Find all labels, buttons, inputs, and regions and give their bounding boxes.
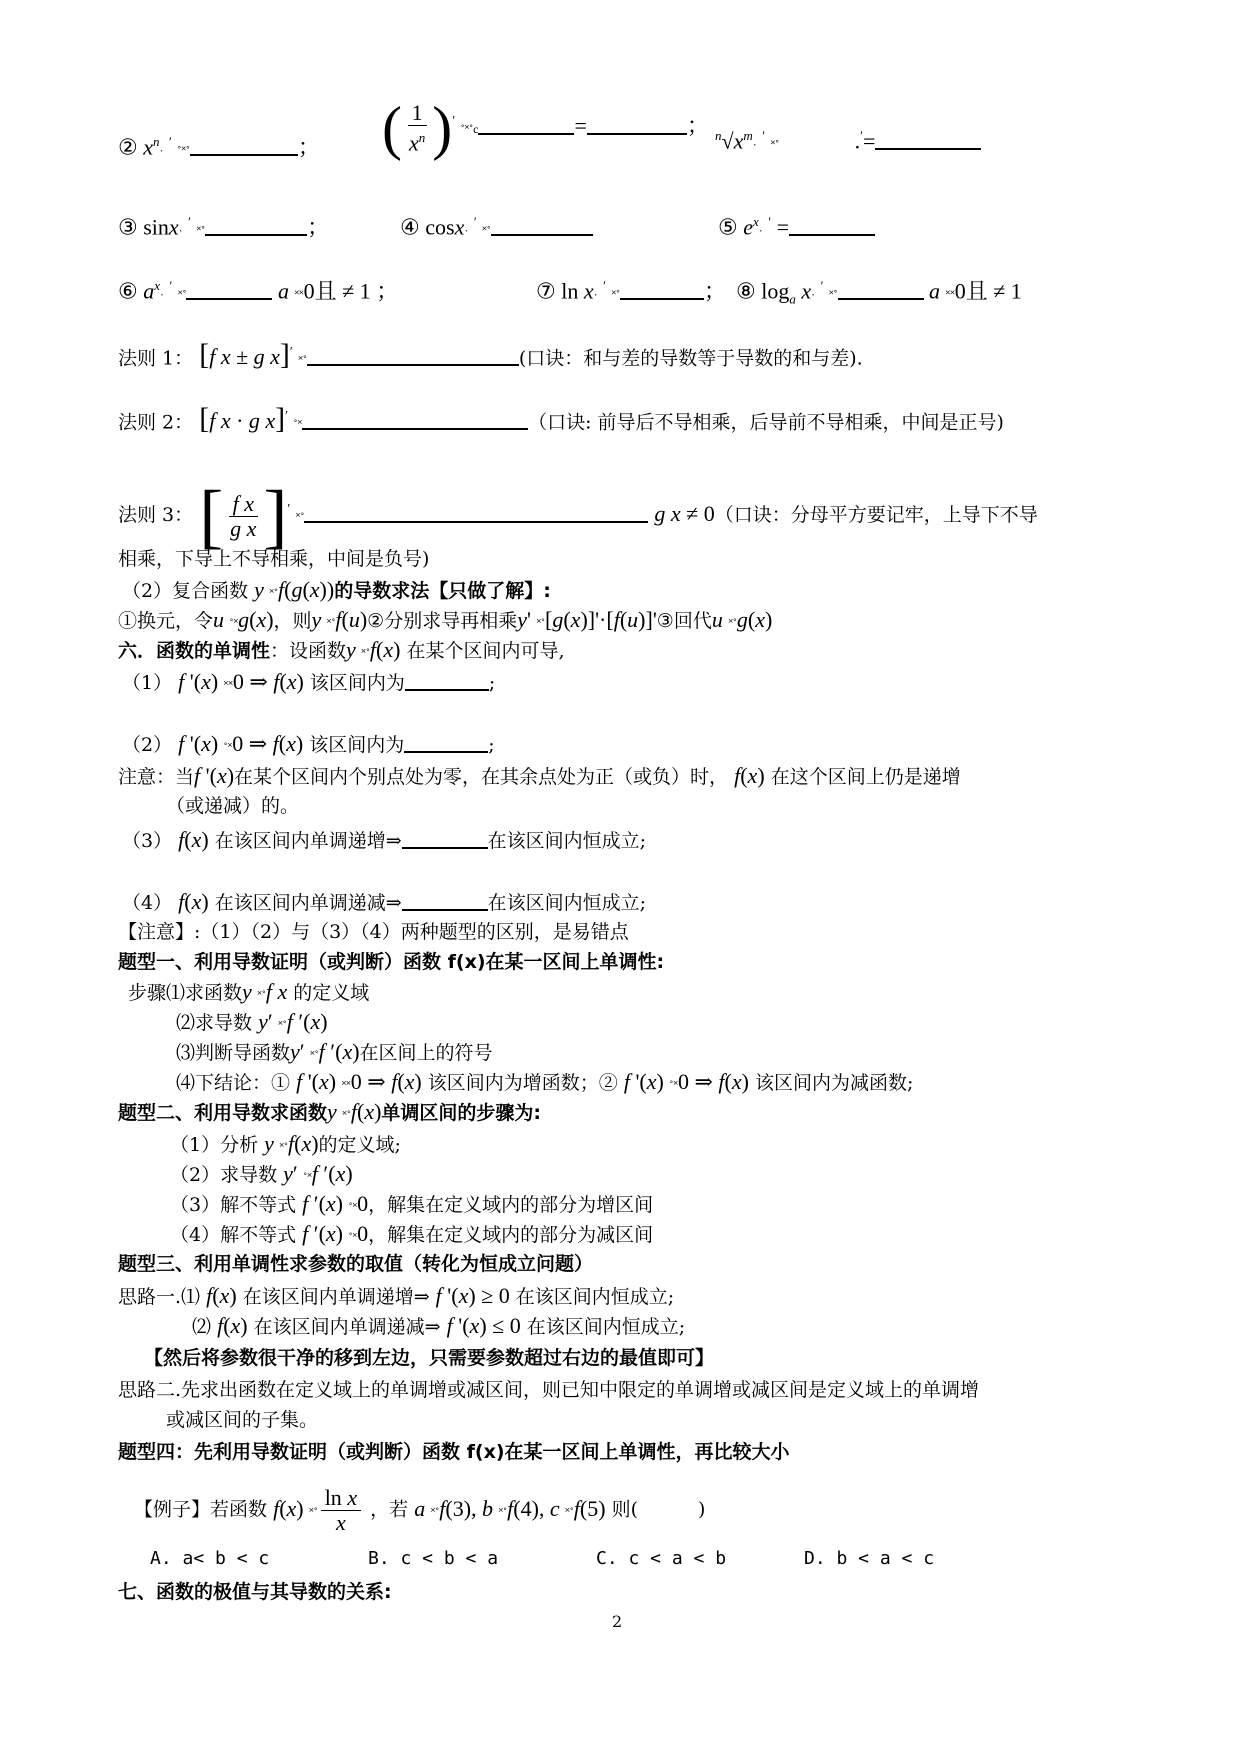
deriv-frac-xn: ( $\frac{1}{x^n}$ )′ ˚˟˚c = ； (382, 95, 709, 161)
type1-step3: ⑶判断导函数y′ ˟˚f ′(x)在区间上的符号 (176, 1039, 493, 1064)
option-d: D. b < a < c (804, 1548, 935, 1569)
type3-idea1b: ⑵ f(x) 在该区间内单调递减⇒ f '(x) ≤ 0 在该区间内恒成立; (192, 1313, 686, 1338)
type3-idea2-cont: 或减区间的子集。 (166, 1409, 319, 1431)
option-c: C. c < a < b (596, 1548, 727, 1569)
type3-heading: 题型三、利用单调性求参数的取值（转化为恒成立问题） (118, 1253, 594, 1275)
section-7-heading: 七、函数的极值与其导数的关系: (118, 1581, 392, 1603)
mono-3: （3） f(x) 在该区间内单调递增⇒ 在该区间内恒成立; (122, 827, 647, 852)
type3-tip: 【然后将参数很干净的移到左边，只需要参数超过右边的最值即可】 (144, 1347, 715, 1369)
type2-step2: （2）求导数 y′ ˚˟f ′(x) (170, 1161, 353, 1186)
type4-heading: 题型四：先利用导数证明（或判断）函数 f(x)在某一区间上单调性，再比较大小 (118, 1441, 790, 1463)
item-label: ② (118, 134, 138, 160)
mono-1: （1） f '(x) ˟˟0 ⇒ f(x) 该区间内为 ; (122, 669, 496, 694)
section-6-heading: 六．函数的单调性：设函数y ˟˚f(x) 在某个区间内可导, (118, 637, 565, 662)
deriv-row-7: ⑦ ln x· ′ ˟˚ ； (536, 278, 727, 304)
page-number: 2 (612, 1612, 623, 1631)
composite-title: （2）复合函数 y ˟˚f(g(x))的导数求法【只做了解】: (122, 577, 551, 602)
deriv-row-4: ④ cosx· ′ ˟˚ (400, 208, 593, 244)
composite-steps: ①换元，令u ˚˟g(x)，则y ˟˚f(u)②分别求导再相乘y' ˟˚[g(x)]'·[f(u)]'③回代u ˟˚g(x) (118, 607, 773, 632)
type2-step3: （3）解不等式 f ′(x) ˚˟0，解集在定义域内的部分为增区间 (170, 1191, 654, 1216)
mono-4: （4） f(x) 在该区间内单调递减⇒ 在该区间内恒成立; (122, 889, 647, 914)
rule-3: 法则 3： [ $\frac{\text{f x}}{\text{g x}}$ ]′ ˟˚ g x ≠ 0（口诀：分母平方要记牢，上导下不导 (118, 476, 1038, 556)
type3-idea1: 思路一.⑴ f(x) 在该区间内单调递增⇒ f '(x) ≥ 0 在该区间内恒成立; (118, 1283, 675, 1308)
deriv-row-8: ⑧ $\log_a x\cdot '$ ˟˚ a ˟˟0且 ≠ 1 (736, 278, 1022, 307)
mono-note-cont: （或递减）的。 (166, 795, 300, 817)
type2-step1: （1）分析 y ˟˚f(x)的定义域; (170, 1131, 401, 1156)
type1-step1: 步骤⑴求函数y ˟˚f x 的定义域 (128, 979, 370, 1004)
deriv-root: $^n√x^m\cdot '$ ˟˚ .′= (715, 122, 981, 158)
option-a: A. a< b < c (150, 1548, 270, 1569)
type1-step4: ⑷下结论：① f '(x) ˟˟0 ⇒ f(x) 该区间内为增函数；② f '(x) ˚˟0 ⇒ f(x) 该区间内为减函数; (176, 1069, 914, 1094)
type1-heading: 题型一、利用导数证明（或判断）函数 f(x)在某一区间上单调性: (118, 951, 665, 973)
option-b: B. c < b < a (368, 1548, 499, 1569)
type1-step2: ⑵求导数 y′ ˟˚f ′(x) (176, 1009, 328, 1034)
mono-note: 注意：当f '(x)在某个区间内个别点处为零，在其余点处为正（或负）时， f(x) 在这个区间上仍是递增 (118, 763, 961, 788)
rule-2: 法则 2： [f x · g x]′ ˚˟ （口诀: 前导后不导相乘，后导前不导相乘，中间是正号) (118, 402, 1004, 436)
rule-1: 法则 1： [f x ± g x]′ ˟˚ (口诀：和与差的导数等于导数的和与差). (118, 338, 863, 372)
type2-step4: （4）解不等式 f ′(x) ˚˟0，解集在定义域内的部分为减区间 (170, 1221, 654, 1246)
mono-2: （2） f '(x) ˚˟0 ⇒ f(x) 该区间内为 ; (122, 731, 495, 756)
type4-example: 【例子】若函数 f(x) ˟˚ $\frac{\text{ln x}}{x}$ ，若 a ˟˚f(3), b ˟˚f(4), c ˟˚f(5) 则( ) (134, 1485, 706, 1535)
deriv-row-3: ③ sinx· ′ ˟˚ ； (118, 214, 330, 240)
deriv-row-2: ② $x^n\cdot '$ ˚˟˚ ； (118, 134, 320, 160)
mono-attention: 【注意】:（1）（2）与（3）（4）两种题型的区别，是易错点 (118, 921, 629, 943)
rule-3-cont: 相乘，下导上不导相乘，中间是负号) (118, 548, 430, 570)
deriv-row-5: ⑤ $e^x\cdot '$ = (718, 208, 875, 244)
deriv-row-6: ⑥ $a^x\cdot '$ ˟˚ a ˟˟0且 ≠ 1 ； (118, 278, 399, 304)
type2-heading: 题型二、利用导数求函数y ˟˚f(x)单调区间的步骤为: (118, 1099, 542, 1124)
type3-idea2: 思路二.先求出函数在定义域上的单调增或减区间，则已知中限定的单调增或减区间是定义域上的单调增 (118, 1379, 980, 1401)
